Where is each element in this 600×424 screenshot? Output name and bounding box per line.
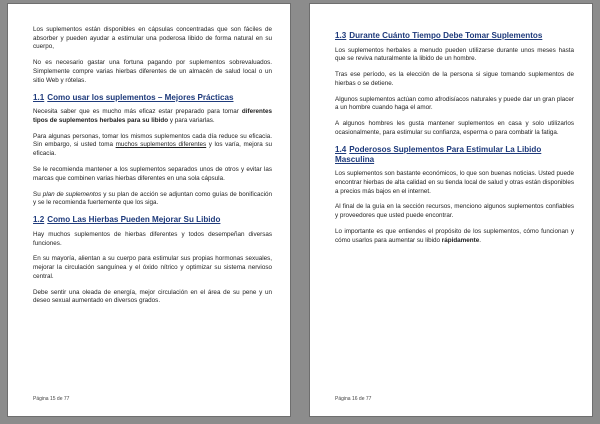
text-run: .: [479, 236, 481, 244]
paragraph: Debe sentir una oleada de energía, mejor circulación en el área de su pene y un deseo sexual aumentado en diversos grados.: [33, 288, 272, 305]
section-number: 1.4: [335, 144, 347, 154]
text-run: y para variarlas.: [168, 116, 215, 124]
text-run: Necesita saber que es mucho más eficaz estar preparado para tomar: [33, 108, 242, 116]
paragraph: Hay muchos suplementos de hierbas diferentes y todos desempeñan diversas funciones.: [33, 230, 272, 247]
section-title: Poderosos Suplementos Para Estimular La Libido Masculina: [335, 144, 542, 164]
section-heading-1-4: [335, 145, 574, 164]
page-right: [310, 4, 592, 416]
italic-text: plan de suplementos: [42, 190, 102, 198]
paragraph: A algunos hombres les gusta mantener suplementos en casa y solo utilizarlos ocasionalmente, para estimular su confianza, esperma o para combatir la fatiga.: [335, 120, 574, 137]
text-run: y los varía, mejora su eficacia.: [33, 141, 273, 158]
text-run: y su plan de acción se adjuntan como guías de bonificación y se le recomienda fuertemente que los siga.: [33, 190, 273, 207]
paragraph: Tras ese período, es la elección de la persona si sigue tomando suplementos de hierbas o se detiene.: [335, 71, 574, 87]
text-run: Para algunas personas, tomar los mismos suplementos cada día reduce su eficacia. Sin embargo, si usted toma: [33, 132, 272, 149]
bold-text: rápidamente: [441, 236, 480, 244]
paragraph: En su mayoría, alientan a su cuerpo para estimular sus propias hormonas sexuales, mejorar la circulación sanguínea y el óxido nítrico y optimizar su sistema nervioso central.: [33, 255, 272, 280]
section-title: Durante Cuánto Tiempo Debe Tomar Suplementos: [349, 31, 543, 40]
paragraph: [33, 191, 272, 208]
section-number: 1.2: [33, 215, 45, 225]
section-heading-1-1: [33, 93, 272, 103]
section-number: 1.1: [33, 92, 45, 102]
underlined-text: muchos suplementos diferentes: [115, 141, 207, 149]
paragraph: Se le recomienda mantener a los suplementos separados unos de otros y evitar las marcas que combinen varias hierbas diferentes en una sola cápsula.: [33, 166, 272, 182]
paragraph: Algunos suplementos actúan como afrodisíacos naturales y puede dar un gran placer a un hombre cuando haga el amor.: [335, 95, 574, 112]
page-footer: Página 15 de 77: [33, 396, 70, 402]
paragraph: [33, 108, 272, 125]
paragraph: [33, 133, 272, 159]
section-title: Como usar los suplementos – Mejores Prácticas: [47, 92, 234, 102]
paragraph: No es necesario gastar una fortuna pagando por suplementos sobrevaluados. Simplemente compre varias hierbas diferentes de un almacén de salud local o un sitio Web y rótelas.: [33, 59, 272, 84]
text-run: Lo importante es que entiendes el propósito de los suplementos, cómo funcionan y cómo usarlos para aumentar su libido: [335, 228, 574, 244]
section-title: Como Las Hierbas Pueden Mejorar Su Libido: [47, 215, 221, 225]
bold-text: diferentes tipos de suplementos herbales para su libido: [33, 108, 272, 124]
paragraph: Los suplementos herbales a menudo pueden utilizarse durante unos meses hasta que se reviva naturalmente la libido de un hombre.: [335, 46, 574, 63]
page-footer: Página 16 de 77: [335, 396, 372, 402]
page-left: [8, 4, 290, 416]
text-run: Su: [33, 190, 43, 198]
section-heading-1-2: [33, 215, 272, 225]
paragraph: [335, 228, 574, 245]
section-number: 1.3: [335, 31, 347, 40]
section-heading-1-3: [335, 31, 574, 41]
paragraph: Al final de la guía en la sección recursos, menciono algunos suplementos confiables y proveedores que usted puede encontrar.: [335, 203, 574, 220]
paragraph: Los suplementos están disponibles en cápsulas concentradas que son fáciles de absorber y pueden ayudar a estimular una poderosa libido de forma natural en su cuerpo,: [33, 26, 272, 51]
paragraph: Los suplementos son bastante económicos, lo que son buenas noticias. Usted puede encontrar hierbas de alta calidad en su tienda local de salud y otras están disponibles a precios más bajos en el internet.: [335, 170, 574, 195]
